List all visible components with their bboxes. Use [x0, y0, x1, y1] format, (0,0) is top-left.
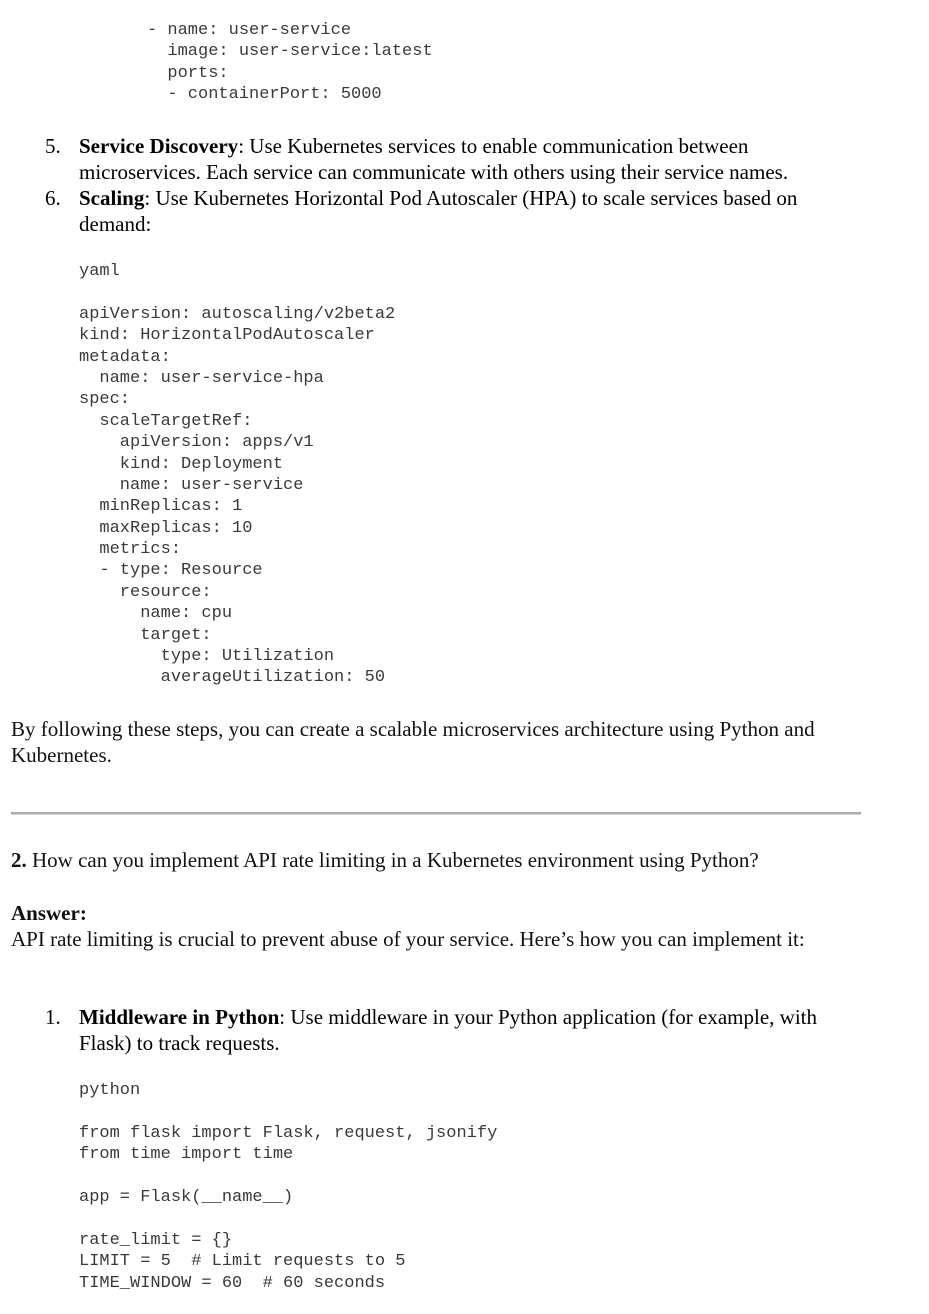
code-line: name: cpu	[79, 604, 233, 624]
list-item-text	[79, 133, 869, 185]
code-line: type: Utilization	[79, 647, 335, 667]
code-line: minReplicas: 1	[79, 497, 243, 517]
code-line: yaml	[79, 262, 120, 281]
list-item-body: : Use Kubernetes Horizontal Pod Autoscaler (HPA) to scale services based on demand:	[79, 186, 798, 236]
list-item-title: Scaling	[79, 186, 145, 210]
list-item-title: Middleware in Python	[79, 1005, 280, 1029]
code-line: - name: user-service	[147, 21, 352, 40]
answer-label: Answer:	[11, 901, 87, 925]
list-item-text	[79, 185, 869, 237]
list-item-body: : Use middleware in your Python application (for example, with Flask) to track requests.	[79, 1005, 818, 1055]
code-line: from time import time	[79, 1145, 294, 1165]
code-line: ports:	[147, 63, 229, 83]
list-item-text	[79, 1004, 869, 1056]
code-line: - type: Resource	[79, 561, 263, 581]
code-line: metrics:	[79, 540, 182, 560]
list-number: 6.	[45, 186, 61, 210]
list-number: 5.	[45, 134, 61, 158]
code-block-deployment	[147, 20, 433, 106]
answer-text: API rate limiting is crucial to prevent abuse of your service. Here’s how you can implement it:	[11, 927, 805, 951]
code-line: kind: HorizontalPodAutoscaler	[79, 326, 375, 346]
code-line: apiVersion: apps/v1	[79, 433, 314, 453]
code-line: scaleTargetRef:	[79, 411, 253, 431]
code-line	[79, 1208, 497, 1229]
code-line: python	[79, 1081, 141, 1100]
code-line: TIME_WINDOW = 60 # 60 seconds	[79, 1273, 386, 1293]
list-item-title: Service Discovery	[79, 134, 239, 158]
list-number: 1.	[45, 1005, 61, 1029]
code-line: averageUtilization: 50	[79, 668, 386, 688]
code-line: rate_limit = {}	[79, 1230, 233, 1250]
horizontal-divider	[11, 812, 861, 815]
code-line	[79, 1101, 497, 1122]
code-line: apiVersion: autoscaling/v2beta2	[79, 304, 396, 324]
code-line: - containerPort: 5000	[147, 85, 382, 105]
answer-block	[11, 900, 861, 952]
code-line	[79, 1166, 497, 1187]
code-line: app = Flask(__name__)	[79, 1187, 294, 1207]
code-line	[79, 282, 395, 303]
question-text: How can you implement API rate limiting in a Kubernetes environment using Python?	[26, 848, 759, 872]
code-line: metadata:	[79, 347, 171, 367]
conclusion-paragraph: By following these steps, you can create a scalable microservices architecture using Python and Kubernetes.	[11, 717, 815, 767]
code-line: from flask import Flask, request, jsonify	[79, 1123, 498, 1143]
list-item-body: : Use Kubernetes services to enable communication between microservices. Each service can communicate with others using their service names.	[79, 134, 789, 184]
code-line: spec:	[79, 390, 131, 410]
code-line: target:	[79, 625, 212, 645]
code-line: kind: Deployment	[79, 454, 284, 474]
code-block-python	[79, 1080, 497, 1294]
code-line: name: user-service	[79, 475, 304, 495]
code-line: name: user-service-hpa	[79, 368, 324, 388]
code-block-yaml	[79, 261, 395, 689]
question-heading	[11, 847, 891, 873]
question-number: 2.	[11, 848, 27, 872]
code-line: LIMIT = 5 # Limit requests to 5	[79, 1252, 406, 1272]
code-line: maxReplicas: 10	[79, 518, 253, 538]
code-line: image: user-service:latest	[147, 42, 433, 62]
code-line: resource:	[79, 582, 212, 602]
